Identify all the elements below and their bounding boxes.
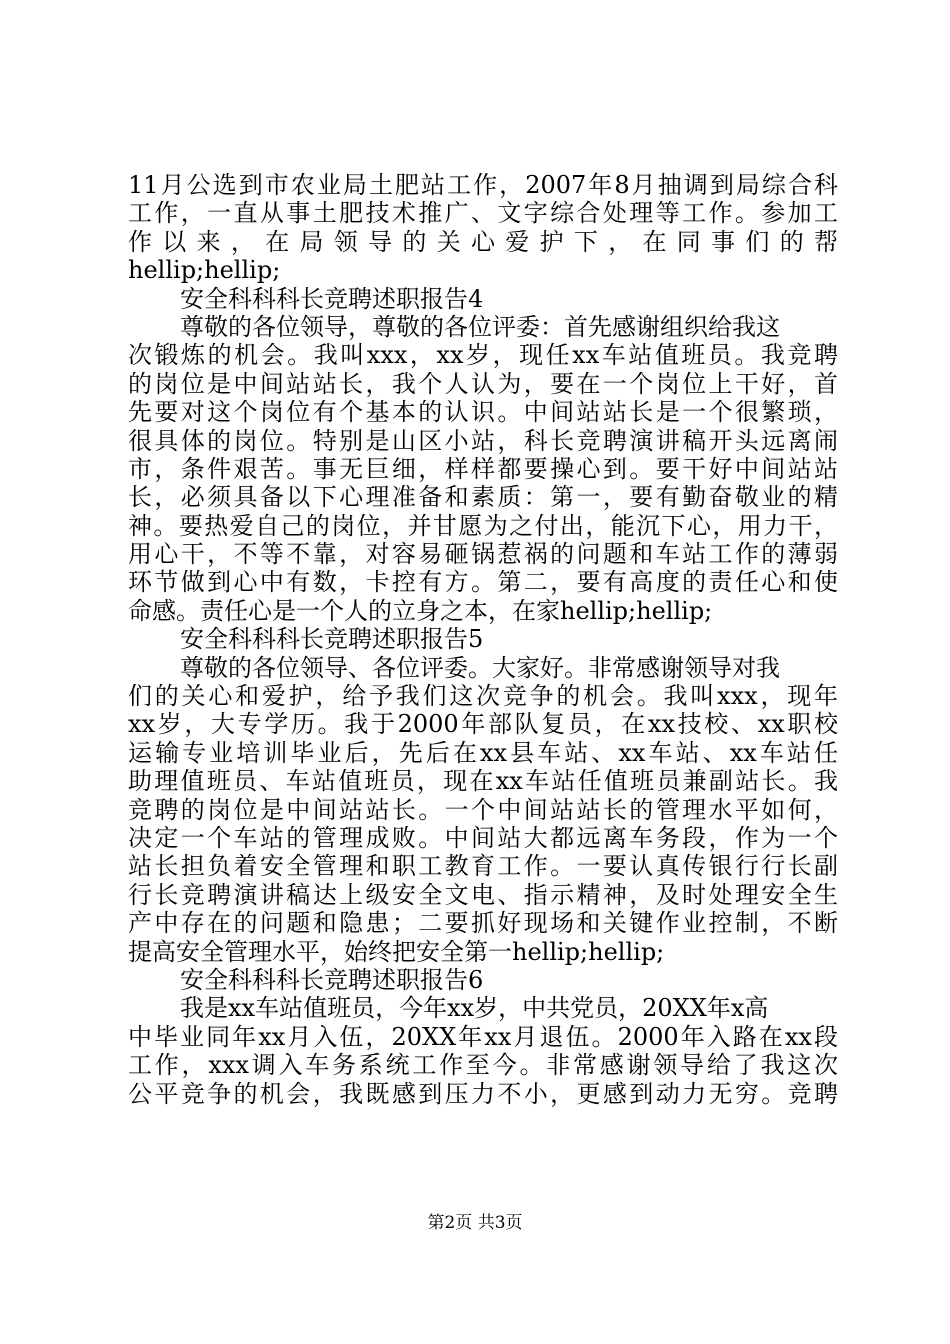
text-line: 助理值班员、车站值班员，现在xx车站任值班员兼副站长。我 (128, 767, 838, 796)
text-line: 站长担负着安全管理和职工教育工作。一要认真传银行行长副 (128, 852, 838, 881)
page-footer: 第2页 共3页 (427, 1213, 523, 1233)
text-line: 产中存在的问题和隐患；二要抓好现场和关键作业控制，不断 (128, 909, 838, 938)
text-line: 行长竞聘演讲稿达上级安全文电、指示精神，及时处理安全生 (128, 880, 838, 909)
text-line: 工作，xxx调入车务系统工作至今。非常感谢领导给了我这次 (128, 1051, 838, 1080)
text-line: 环节做到心中有数，卡控有方。第二，要有高度的责任心和使 (128, 568, 838, 597)
text-line: 用心干，不等不靠，对容易砸锅惹祸的问题和车站工作的薄弱 (128, 540, 838, 569)
text-line: 作 以 来 ， 在 局 领 导 的 关 心 爱 护 下 ， 在 同 事 们 的 帮 (128, 227, 838, 256)
text-line: 的岗位是中间站站长，我个人认为，要在一个岗位上干好，首 (128, 369, 838, 398)
text-line: 决定一个车站的管理成败。中间站大都远离车务段，作为一个 (128, 823, 838, 852)
text-line: 尊敬的各位领导，尊敬的各位评委：首先感谢组织给我这 (180, 312, 780, 341)
text-line: 我是xx车站值班员，今年xx岁，中共党员，20XX年x高 (180, 994, 769, 1023)
text-line: 尊敬的各位领导、各位评委。大家好。非常感谢领导对我 (180, 653, 780, 682)
text-line: 公平竞争的机会，我既感到压力不小，更感到动力无穷。竞聘 (128, 1079, 838, 1108)
text-line: 11月公选到市农业局土肥站工作，2007年8月抽调到局综合科 (128, 171, 838, 199)
text-line: 长，必须具备以下心理准备和素质：第一，要有勤奋敬业的精 (128, 483, 838, 512)
text-line: 命感。责任心是一个人的立身之本，在家hellip;hellip; (128, 596, 713, 625)
text-line: 先要对这个岗位有个基本的认识。中间站站长是一个很繁琐， (128, 398, 838, 427)
text-line: 竞聘的岗位是中间站站长。一个中间站站长的管理水平如何， (128, 795, 838, 824)
text-line: 神。要热爱自己的岗位，并甘愿为之付出，能沉下心，用力干， (128, 511, 838, 540)
text-line: 提高安全管理水平，始终把安全第一hellip;hellip; (128, 937, 665, 966)
section-heading: 安全科科科长竞聘述职报告6 (180, 965, 484, 994)
text-line: xx岁，大专学历。我于2000年部队复员，在xx技校、xx职校 (128, 710, 838, 739)
text-line: hellip;hellip; (128, 256, 281, 285)
document-body (128, 171, 838, 1108)
text-line: 工作，一直从事土肥技术推广、文字综合处理等工作。参加工 (128, 199, 838, 228)
text-line: 很具体的岗位。特别是山区小站，科长竞聘演讲稿开头远离闹 (128, 426, 838, 455)
text-line: 次锻炼的机会。我叫xxx，xx岁，现任xx车站值班员。我竞聘 (128, 341, 838, 370)
section-heading: 安全科科科长竞聘述职报告4 (180, 284, 484, 313)
text-line: 们的关心和爱护，给予我们这次竞争的机会。我叫xxx，现年 (128, 682, 838, 711)
section-heading: 安全科科科长竞聘述职报告5 (180, 625, 484, 654)
text-line: 运输专业培训毕业后，先后在xx县车站、xx车站、xx车站任 (128, 738, 838, 767)
text-line: 市，条件艰苦。事无巨细，样样都要操心到。要干好中间站站 (128, 454, 838, 483)
text-line: 中毕业同年xx月入伍，20XX年xx月退伍。2000年入路在xx段 (128, 1022, 838, 1051)
